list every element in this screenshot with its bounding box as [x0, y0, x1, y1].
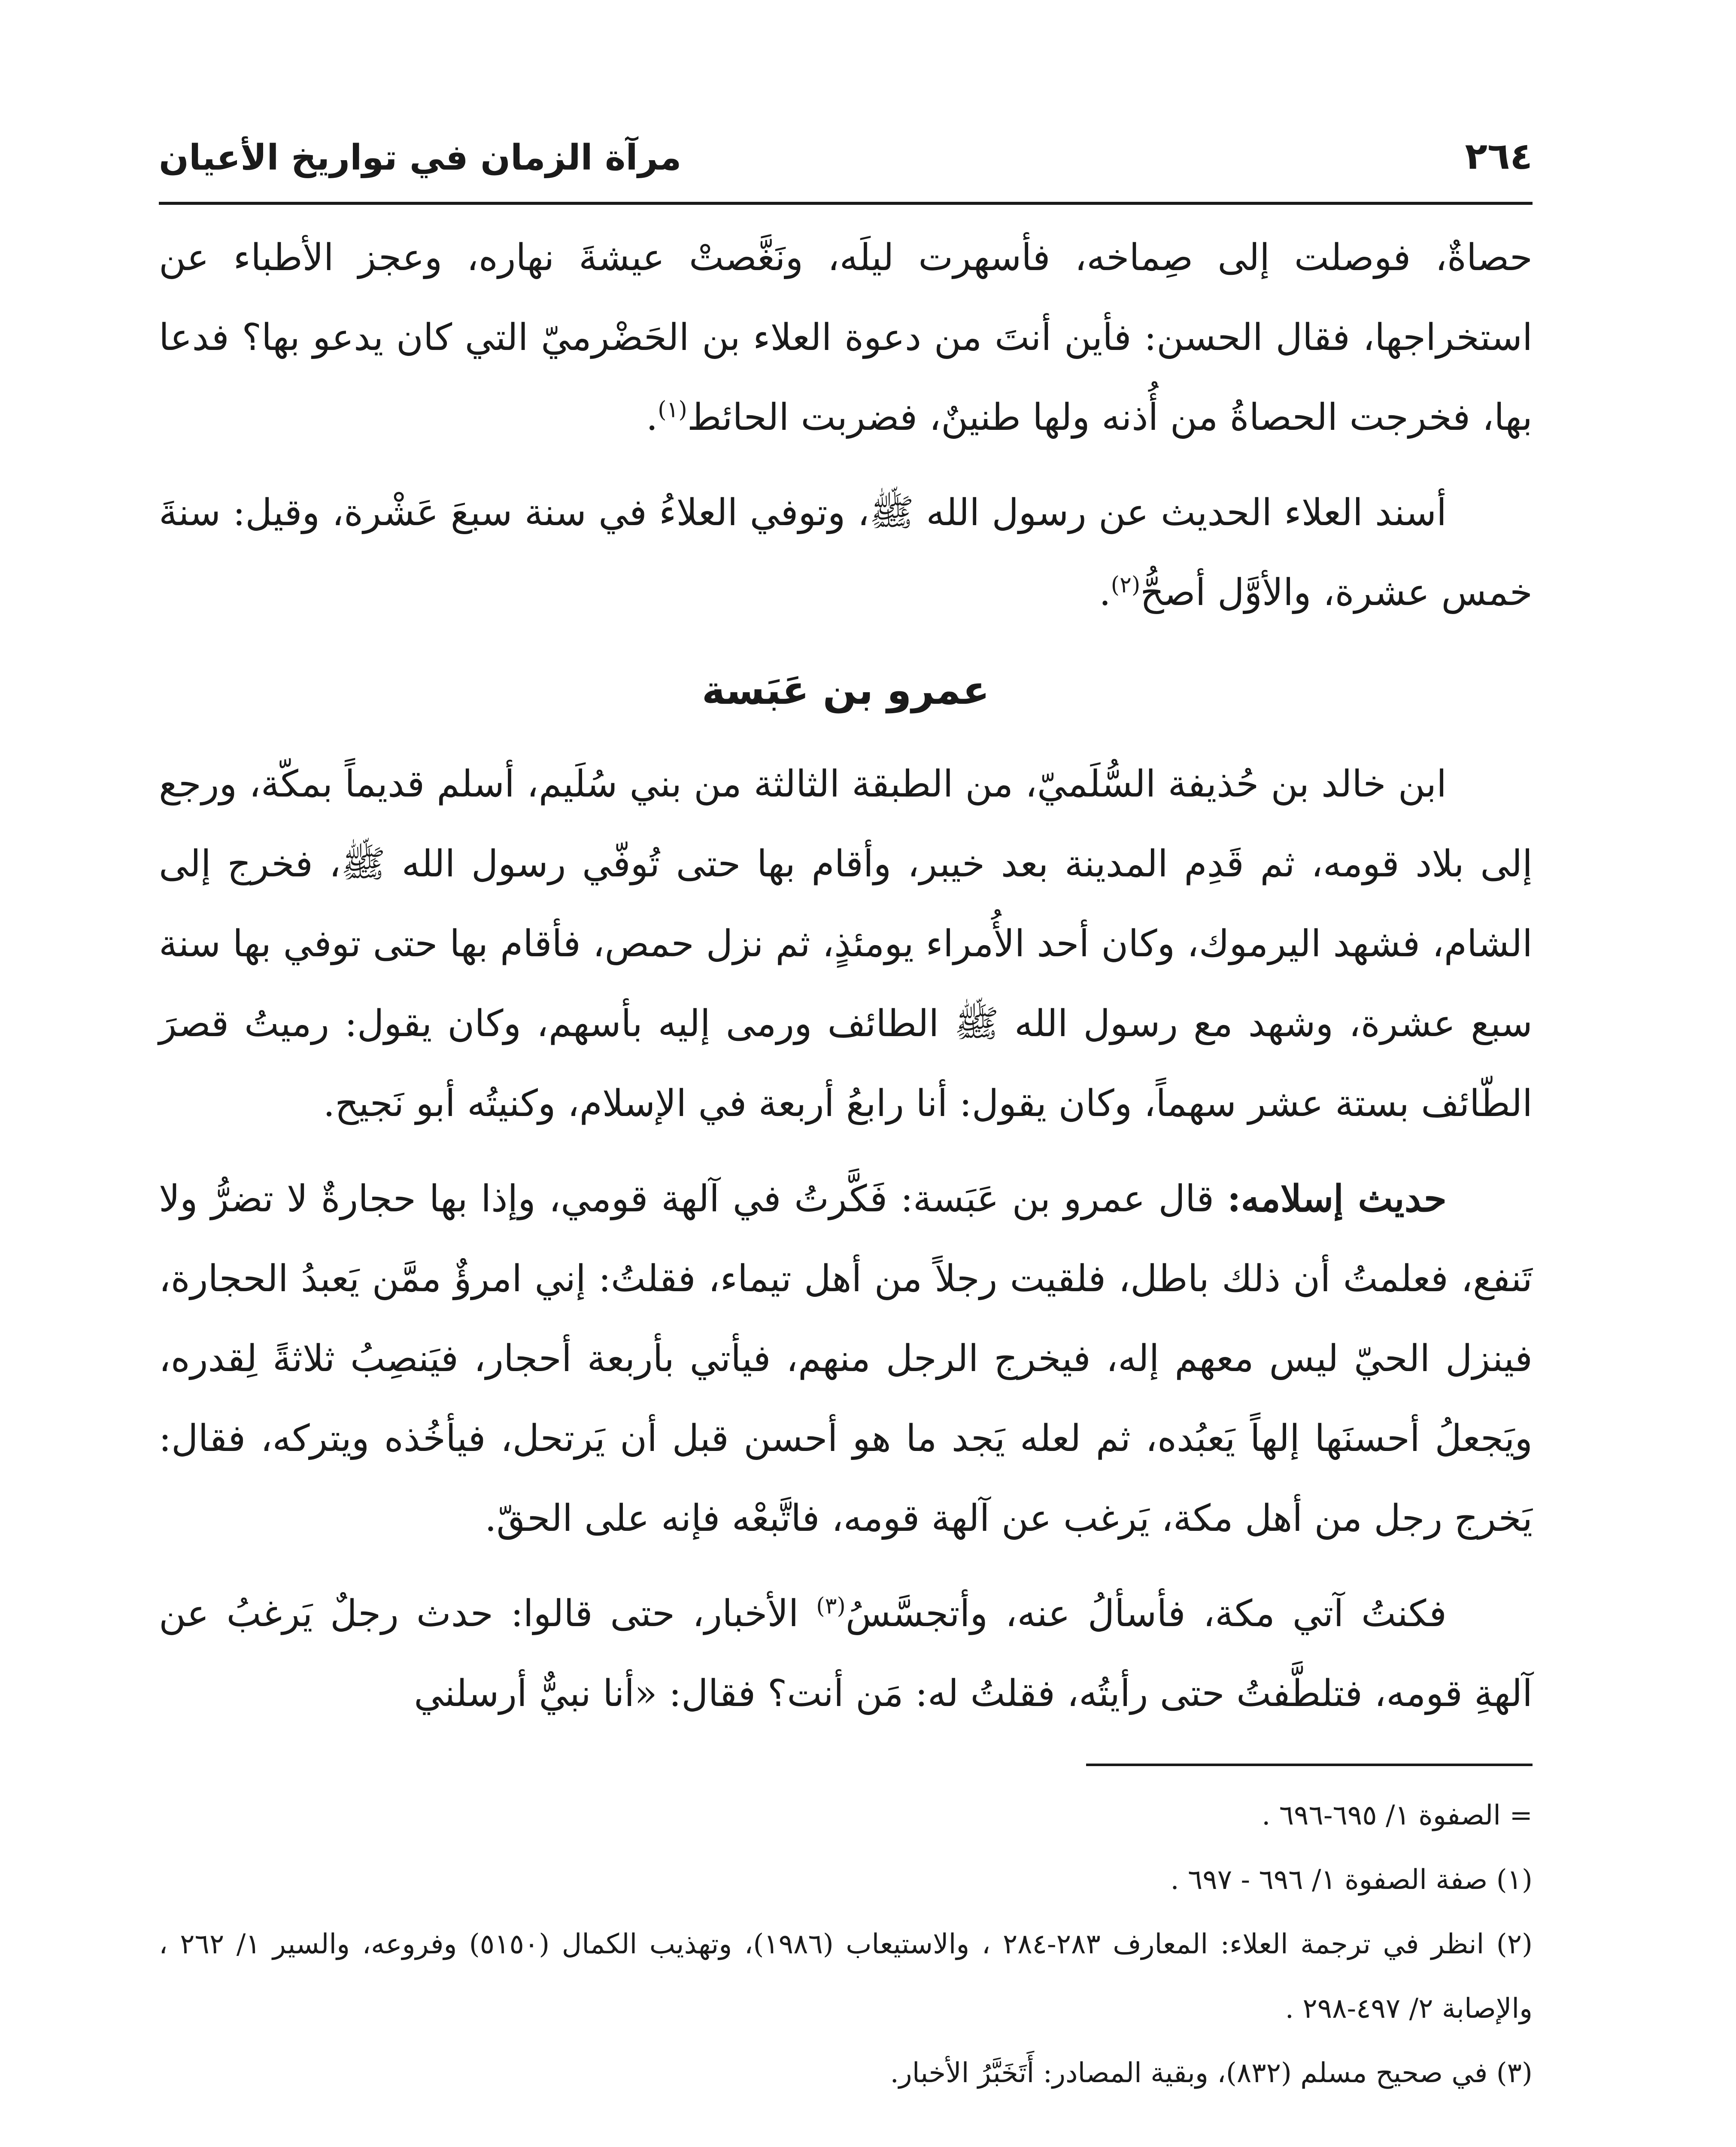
page-header — [159, 129, 1533, 205]
book-page — [159, 129, 1533, 2105]
paragraph-lead: حديث إسلامه: — [1227, 1177, 1447, 1220]
footnote-1: (١) صفة الصفوة ١/ ٦٩٦ - ٦٩٧ . — [1170, 1864, 1533, 1896]
book-title: مرآة الزمان في تواريخ الأعيان — [159, 137, 682, 178]
paragraph-mecca-visit: فكنتُ آتي مكة، فأسألُ عنه، وأتجسَّسُ$^{(٣)}$ الأخبار، حتى قالوا: حدث رجلٌ يَرغبُ عن آلهةِ قومه، فتلطَّفتُ حتى رأيتُه، فقلتُ له: مَن أنت؟ فقال: «أنا نبيٌّ أرسلني — [159, 1592, 1533, 1715]
paragraph-hasan-story: حصاةٌ، فوصلت إلى صِماخه، فأسهرت ليلَه، ونَغَّصتْ عيشةَ نهاره، وعجز الأطباء عن استخراجها، فقال الحسن: فأين أنتَ من دعوة العلاء بن الحَضْرميّ التي كان يدعو بها؟ فدعا بها، فخرجت الحصاةُ من أُذنه ولها طنينٌ، فضربت الحائط$^{(١)}$. — [159, 236, 1533, 439]
page-number: ٢٦٤ — [1465, 135, 1533, 178]
paragraph-islam-story: حديث إسلامه: قال عمرو بن عَبَسة: فَكَّرتُ في آلهة قومي، وإذا بها حجارةٌ لا تضرُّ ولا تَنفع، فعلمتُ أن ذلك باطل، فلقيت رجلاً من أهل تيماء، فقلتُ: إني امرؤٌ ممَّن يَعبدُ الحجارة، فينزل الحيّ ليس معهم إله، فيخرج الرجل منهم، فيأتي بأربعة أحجار، فيَنصِبُ ثلاثةً لِقدره، ويَجعلُ أحسنَها إلهاً يَعبُده، ثم لعله يَجد ما هو أحسن قبل أن يَرتحل، فيأخُذه ويتركه، فقال: يَخرج رجل من أهل مكة، يَرغب عن آلهة قومه، فاتَّبعْه فإنه على الحقّ. — [159, 1177, 1533, 1540]
main-text — [159, 218, 1533, 1733]
footnote-continuation: = الصفوة ١/ ٦٩٥-٦٩٦ . — [1262, 1800, 1533, 1831]
footnotes — [159, 1783, 1533, 2105]
footnote-marker-1: (١) — [658, 397, 687, 423]
section-title: عمرو بن عَبَسة — [701, 667, 990, 713]
footnote-marker-2: (٢) — [1111, 572, 1141, 598]
paragraph-ala-death: أسند العلاء الحديث عن رسول الله ﷺ، وتوفي العلاءُ في سنة سبعَ عَشْرة، وقيل: سنةَ خمس عشرة، والأوَّل أصحُّ$^{(٢)}$. — [159, 491, 1533, 614]
footnote-2: (٢) انظر في ترجمة العلاء: المعارف ٢٨٣-٢٨٤ ، والاستيعاب (١٩٨٦)، وتهذيب الكمال (٥١٥٠) وفروعه، والسير ١/ ٢٦٢ ، والإصابة ٢/ ٤٩٧-٢٩٨ . — [159, 1928, 1533, 2025]
footnote-3: (٣) في صحيح مسلم (٨٣٢)، وبقية المصادر: أَتَخَبَّرُ الأخبار. — [890, 2057, 1533, 2089]
footnote-marker-3: (٣) — [816, 1593, 846, 1619]
paragraph-amr-bio: ابن خالد بن حُذيفة السُّلَميّ، من الطبقة الثالثة من بني سُلَيم، أسلم قديماً بمكّة، ورجع إلى بلاد قومه، ثم قَدِم المدينة بعد خيبر، وأقام بها حتى تُوفّي رسول الله ﷺ، فخرج إلى الشام، فشهد اليرموك، وكان أحد الأُمراء يومئذٍ، ثم نزل حمص، فأقام بها حتى توفي بها سنة سبع عشرة، وشهد مع رسول الله ﷺ الطائف ورمى إليه بأسهم، وكان يقول: رميتُ قصرَ الطّائف بستة عشر سهماً، وكان يقول: أنا رابعُ أربعة في الإسلام، وكنيتُه أبو نَجيح. — [159, 763, 1533, 1125]
footnote-divider — [1086, 1764, 1533, 1766]
